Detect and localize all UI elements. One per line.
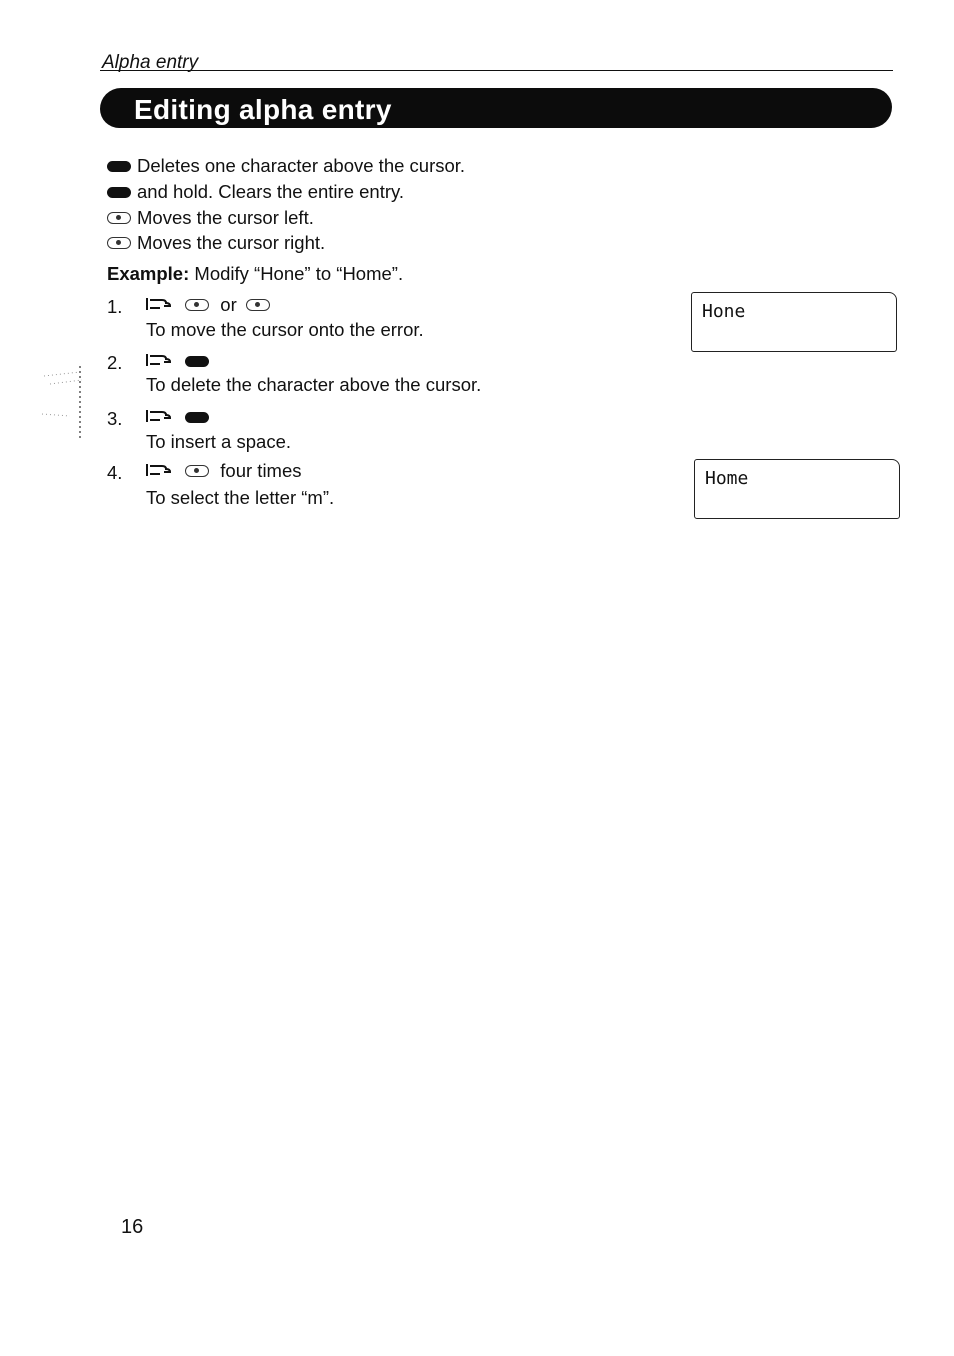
- star-key-icon: [185, 299, 209, 311]
- step-number: 2.: [107, 352, 123, 373]
- step-action: [146, 460, 302, 482]
- header-rule: [100, 70, 893, 71]
- pointing-hand-icon: [146, 352, 174, 368]
- step-action: [146, 350, 215, 372]
- pointing-hand-icon: [146, 408, 174, 424]
- step-desc: To delete the character above the cursor.: [146, 374, 482, 395]
- six-key-icon: [185, 465, 209, 477]
- key-desc-text: Moves the cursor left.: [137, 207, 314, 228]
- title-banner: [100, 88, 892, 128]
- clear-key-icon: [185, 356, 209, 367]
- lcd-display: [694, 459, 900, 519]
- step-desc: To move the cursor onto the error.: [146, 319, 424, 340]
- key-desc-text: and hold. Clears the entire entry.: [137, 181, 405, 202]
- pointing-hand-icon: [146, 296, 174, 312]
- hash-key-icon: [107, 237, 131, 249]
- step-desc: To insert a space.: [146, 431, 291, 452]
- hash-key-icon: [246, 299, 270, 311]
- page-title: Editing alpha entry: [134, 94, 392, 125]
- key-desc-clear-all: [107, 181, 404, 203]
- example-text: Modify “Hone” to “Home”.: [194, 263, 404, 284]
- key-desc-right: [107, 232, 325, 254]
- lcd-display-text: Home: [705, 468, 749, 489]
- step-number: 3.: [107, 408, 123, 429]
- key-desc-delete: [107, 155, 465, 177]
- example-line: [107, 263, 403, 285]
- step-action-text: four times: [220, 460, 302, 481]
- section-label: Alpha entry: [102, 52, 199, 73]
- key-desc-text: Deletes one character above the cursor.: [137, 155, 466, 176]
- step-or-text: or: [220, 294, 237, 315]
- page-number: 16: [121, 1216, 144, 1238]
- step-number: 4.: [107, 462, 123, 483]
- star-key-icon: [107, 212, 131, 224]
- key-desc-left: [107, 207, 314, 229]
- step-action: [146, 406, 215, 428]
- pointing-hand-icon: [146, 462, 174, 478]
- key-desc-text: Moves the cursor right.: [137, 232, 326, 253]
- example-label: Example:: [107, 263, 190, 284]
- margin-scan-marks: [40, 362, 86, 442]
- clear-key-icon: [107, 187, 131, 198]
- hash-key-icon: [185, 412, 209, 423]
- step-number: 1.: [107, 296, 123, 317]
- clear-key-icon: [107, 161, 131, 172]
- lcd-display: [691, 292, 897, 352]
- step-desc: To select the letter “m”.: [146, 487, 335, 508]
- step-action: [146, 294, 276, 316]
- lcd-display-text: Hone: [702, 301, 746, 322]
